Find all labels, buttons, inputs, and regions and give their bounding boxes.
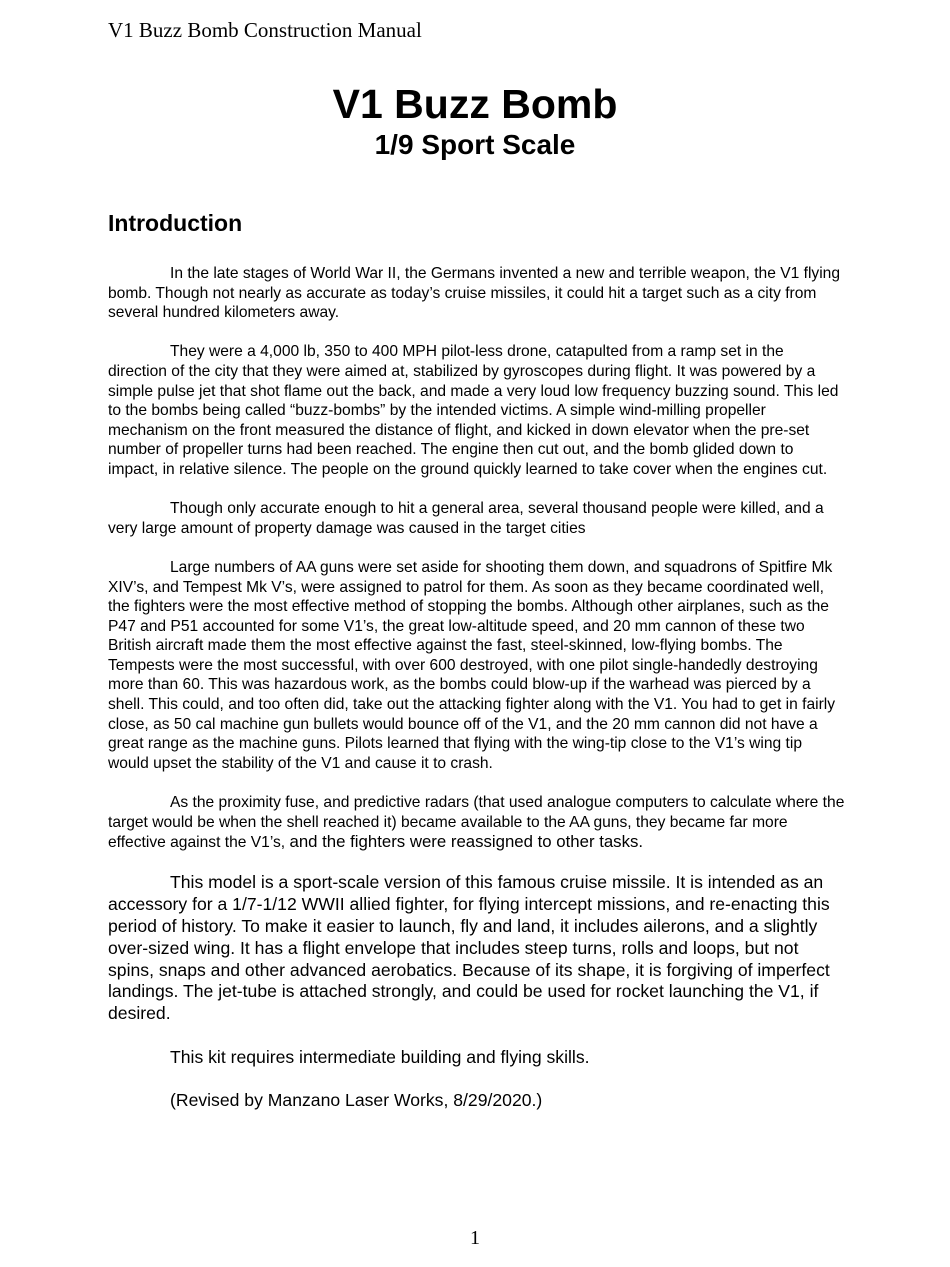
body-text [108,264,846,1134]
document-title: V1 Buzz Bomb [332,81,618,127]
title-block [0,80,950,162]
paragraph-v1-intro: In the late stages of World War II, the Germans invented a new and terrible weapon, the V1 flying bomb. Though not nearly as accurate as today’s cruise missiles, it could hit a target such as a city from several hundred kilometers away. [108,265,841,322]
section-heading-introduction: Introduction [108,210,243,236]
page-number: 1 [470,1227,480,1249]
paragraph-model-description: This model is a sport-scale version of this famous cruise missile. It is intended as an accessory for a 1/7-1/12 WWII allied fighter, for flying intercept missions, and re-enacting this period of history. To make it easier to launch, fly and land, it includes ailerons, and a slightly over-sized wing. It has a flight envelope that includes steep turns, rolls and loops, but not spins, snaps and other advanced aerobatics. Because of its shape, it is forgiving of imperfect landings. The jet-tube is attached strongly, and could be used for rocket launching the V1, if desired. [108,872,830,1024]
paragraph-revision-note: (Revised by Manzano Laser Works, 8/29/2020.) [170,1090,543,1111]
running-header: V1 Buzz Bomb Construction Manual [108,18,422,42]
paragraph-casualties: Though only accurate enough to hit a general area, several thousand people were killed, and a very large amount of property damage was caused in the target cities [108,500,824,537]
paragraph-aa-guns [108,793,846,853]
paragraph-v1-description: They were a 4,000 lb, 350 to 400 MPH pilot-less drone, catapulted from a ramp set in the direction of the city that they were aimed at, stabilized by gyroscopes during flight. It was powered by a simple pulse jet that shot flame out the back, and made a very loud low frequency buzzing sound. This led to the bombs being called “buzz-bombs” by the intended victims. A simple wind-milling propeller mechanism on the front measured the distance of flight, and kicked in down elevator when the pre-set number of propeller turns had been reached. The engine then cut out, and the bomb glided down to impact, in relative silence. The people on the ground quickly learned to take cover when the engines cut. [108,343,839,478]
paragraph-skill-level: This kit requires intermediate building and flying skills. [170,1046,590,1067]
document-subtitle: 1/9 Sport Scale [374,129,576,160]
paragraph-fighters: Large numbers of AA guns were set aside for shooting them down, and squadrons of Spitfire Mk XIV’s, and Tempest Mk V’s, were assigned to patrol for them. As soon as they became coordinated well, the fighters were the most effective method of stopping the bombs. Although other airplanes, such as the P47 and P51 accounted for some V1’s, the great low-altitude speed, and 20 mm cannon of these two British aircraft made them the most effective against the fast, steel-skinned, low-flying bombs. The Tempests were the most successful, with over 600 destroyed, with one pilot single-handedly destroying more than 60. This was hazardous work, as the bombs could blow-up if the warhead was pierced by a shell. This could, and too often did, take out the attacking fighter along with the V1. You had to get in fairly close, as 50 cal machine gun bullets would bounce off of the V1, and the 20 mm cannon did not have a great range as the machine guns. Pilots learned that flying with the wing-tip close to the V1’s wing tip would upset the stability of the V1 and cause it to crash. [108,558,836,772]
paragraph-aa-guns-tail: and the fighters were reassigned to other tasks. [289,832,644,852]
paragraph-aa-guns-text: As the proximity fuse, and predictive radars (that used analogue computers to calculate where the target would be when the shell reached it) became available to the AA guns, they became far more effective against the V1’s, [108,794,845,852]
